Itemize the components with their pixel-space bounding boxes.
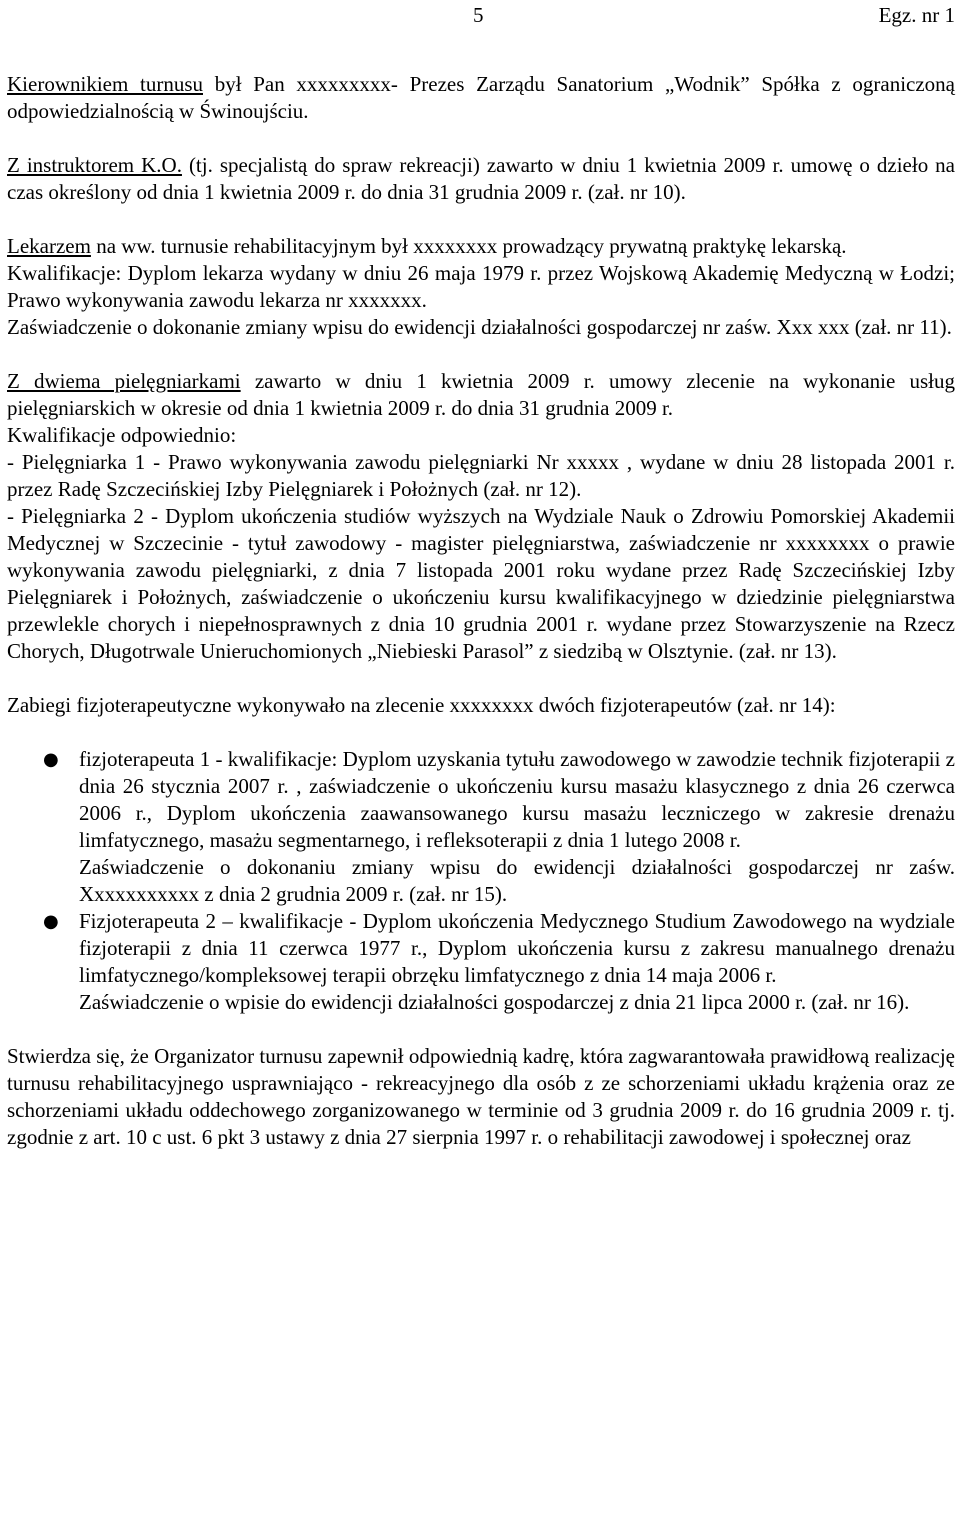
list-item-text: fizjoterapeuta 1 - kwalifikacje: Dyplom uzyskania tytułu zawodowego w zawodzie technik fizjoterapii z dnia 26 stycznia 2007 r. , zaświadczenie o ukończeniu kursu masażu klasycznego z dnia 26 czerwca 2006 r., Dyplom ukończenia zaawansowanego kursu masażu leczniczego w zakresie drenażu limfatycznego, masażu segmentarnego, i refleksoterapii z dnia 1 lutego 2008 r. xyxy=(79,747,955,852)
bullet-icon: ● xyxy=(43,749,59,770)
paragraph-nurses xyxy=(7,368,955,422)
paragraph-text: (tj. specjalistą do spraw rekreacji) zawarto w dniu 1 kwietnia 2009 r. umowę o dzieło na czas określony od dnia 1 kwietnia 2009 r. do dnia 31 grudnia 2009 r. (zał. nr 10). xyxy=(7,153,955,204)
paragraph-manager xyxy=(7,71,955,125)
paragraph-nurses-qualifications: Kwalifikacje odpowiednio: xyxy=(7,423,237,447)
physiotherapist-list xyxy=(7,746,955,1016)
bullet-icon: ● xyxy=(43,911,59,932)
paragraph-lead: Z dwiema pielęgniarkami xyxy=(7,369,241,393)
paragraph-conclusion: Stwierdza się, że Organizator turnusu zapewnił odpowiednią kadrę, która zagwarantowała prawidłową realizację turnusu rehabilitacyjnego usprawniająco - rekreacyjnego dla osób z ze schorzeniami układu krążenia oraz ze schorzeniami układu oddechowego zorganizowanego w terminie od 3 grudnia 2009 r. do 16 grudnia 2009 r. tj. zgodnie z art. 10 c ust. 6 pkt 3 ustawy z dnia 27 sierpnia 1997 r. o rehabilitacji zawodowej i społecznej oraz xyxy=(7,1044,955,1149)
paragraph-doctor-certificate: Zaświadczenie o dokonanie zmiany wpisu do ewidencji działalności gospodarczej nr zaśw. Xxx xxx (zał. nr 11). xyxy=(7,315,952,339)
paragraph-instructor xyxy=(7,152,955,206)
paragraph-nurse-1: - Pielęgniarka 1 - Prawo wykonywania zawodu pielęgniarki Nr xxxxx , wydane w dniu 28 listopada 2001 r. przez Radę Szczecińskiej Izby Pielęgniarek i Położnych (zał. nr 12). xyxy=(7,450,955,501)
list-item-text: Zaświadczenie o dokonaniu zmiany wpisu do ewidencji działalności gospodarczej nr zaśw. Xxxxxxxxxxx z dnia 2 grudnia 2009 r. (zał. nr 15). xyxy=(79,855,955,906)
list-item xyxy=(7,746,955,908)
paragraph-text: był Pan xxxxxxxxx- Prezes Zarządu Sanatorium „Wodnik” Spółka z ograniczoną odpowiedzialnością w Świnoujściu. xyxy=(7,72,955,123)
paragraph-nurse-2: - Pielęgniarka 2 - Dyplom ukończenia studiów wyższych na Wydziale Nauk o Zdrowiu Pomorskiej Akademii Medycznej w Szczecinie - tytuł zawodowy - magister pielęgniarstwa, zaświadczenie nr xxxxxxxx o prawie wykonywania zawodu pielęgniarki, z dnia 7 listopada 2001 roku wydane przez Radę Szczecińskiej Izby Pielęgniarek i Położnych, zaświadczenie o ukończeniu kursu kwalifikacyjnego w dziedzinie pielęgniarstwa przewlekle chorych i niepełnosprawnych z dnia 10 grudnia 2001 r. wydane przez Stowarzyszenie na Rzecz Chorych, Długotrwale Unieruchomionych „Niebieski Parasol” z siedzibą w Olsztynie. (zał. nr 13). xyxy=(7,504,955,663)
paragraph-text: na ww. turnusie rehabilitacyjnym był xxxxxxxx prowadzący prywatną praktykę lekarską. xyxy=(90,234,847,258)
page-number: 5 xyxy=(473,3,484,27)
paragraph-lead: Lekarzem xyxy=(7,234,91,258)
document-body xyxy=(7,71,955,1151)
list-item xyxy=(7,908,955,1016)
list-item-text: Zaświadczenie o wpisie do ewidencji działalności gospodarczej z dnia 21 lipca 2000 r. (zał. nr 16). xyxy=(79,990,910,1014)
copy-label: Egz. nr 1 xyxy=(878,3,955,27)
paragraph-doctor xyxy=(7,233,955,260)
page-header xyxy=(7,2,955,28)
paragraph-doctor-qualifications: Kwalifikacje: Dyplom lekarza wydany w dniu 26 maja 1979 r. przez Wojskową Akademię Medyczną w Łodzi; Prawo wykonywania zawodu lekarza nr xxxxxxx. xyxy=(7,261,955,312)
paragraph-physiotherapy: Zabiegi fizjoterapeutyczne wykonywało na zlecenie xxxxxxxx dwóch fizjoterapeutów (zał. nr 14): xyxy=(7,693,836,717)
list-item-text: Fizjoterapeuta 2 – kwalifikacje - Dyplom ukończenia Medycznego Studium Zawodowego na wydziale fizjoterapii z dnia 11 czerwca 1977 r., Dyplom ukończenia kursu z zakresu manualnego drenażu limfatycznego/kompleksowej terapii obrzęku limfatycznego z dnia 14 maja 2006 r. xyxy=(79,909,955,987)
paragraph-lead: Kierownikiem turnusu xyxy=(7,72,203,96)
paragraph-lead: Z instruktorem K.O. xyxy=(7,153,182,177)
paragraph-text: zawarto w dniu 1 kwietnia 2009 r. umowy zlecenie na wykonanie usług pielęgniarskich w okresie od dnia 1 kwietnia 2009 r. do dnia 31 grudnia 2009 r. xyxy=(7,369,955,420)
